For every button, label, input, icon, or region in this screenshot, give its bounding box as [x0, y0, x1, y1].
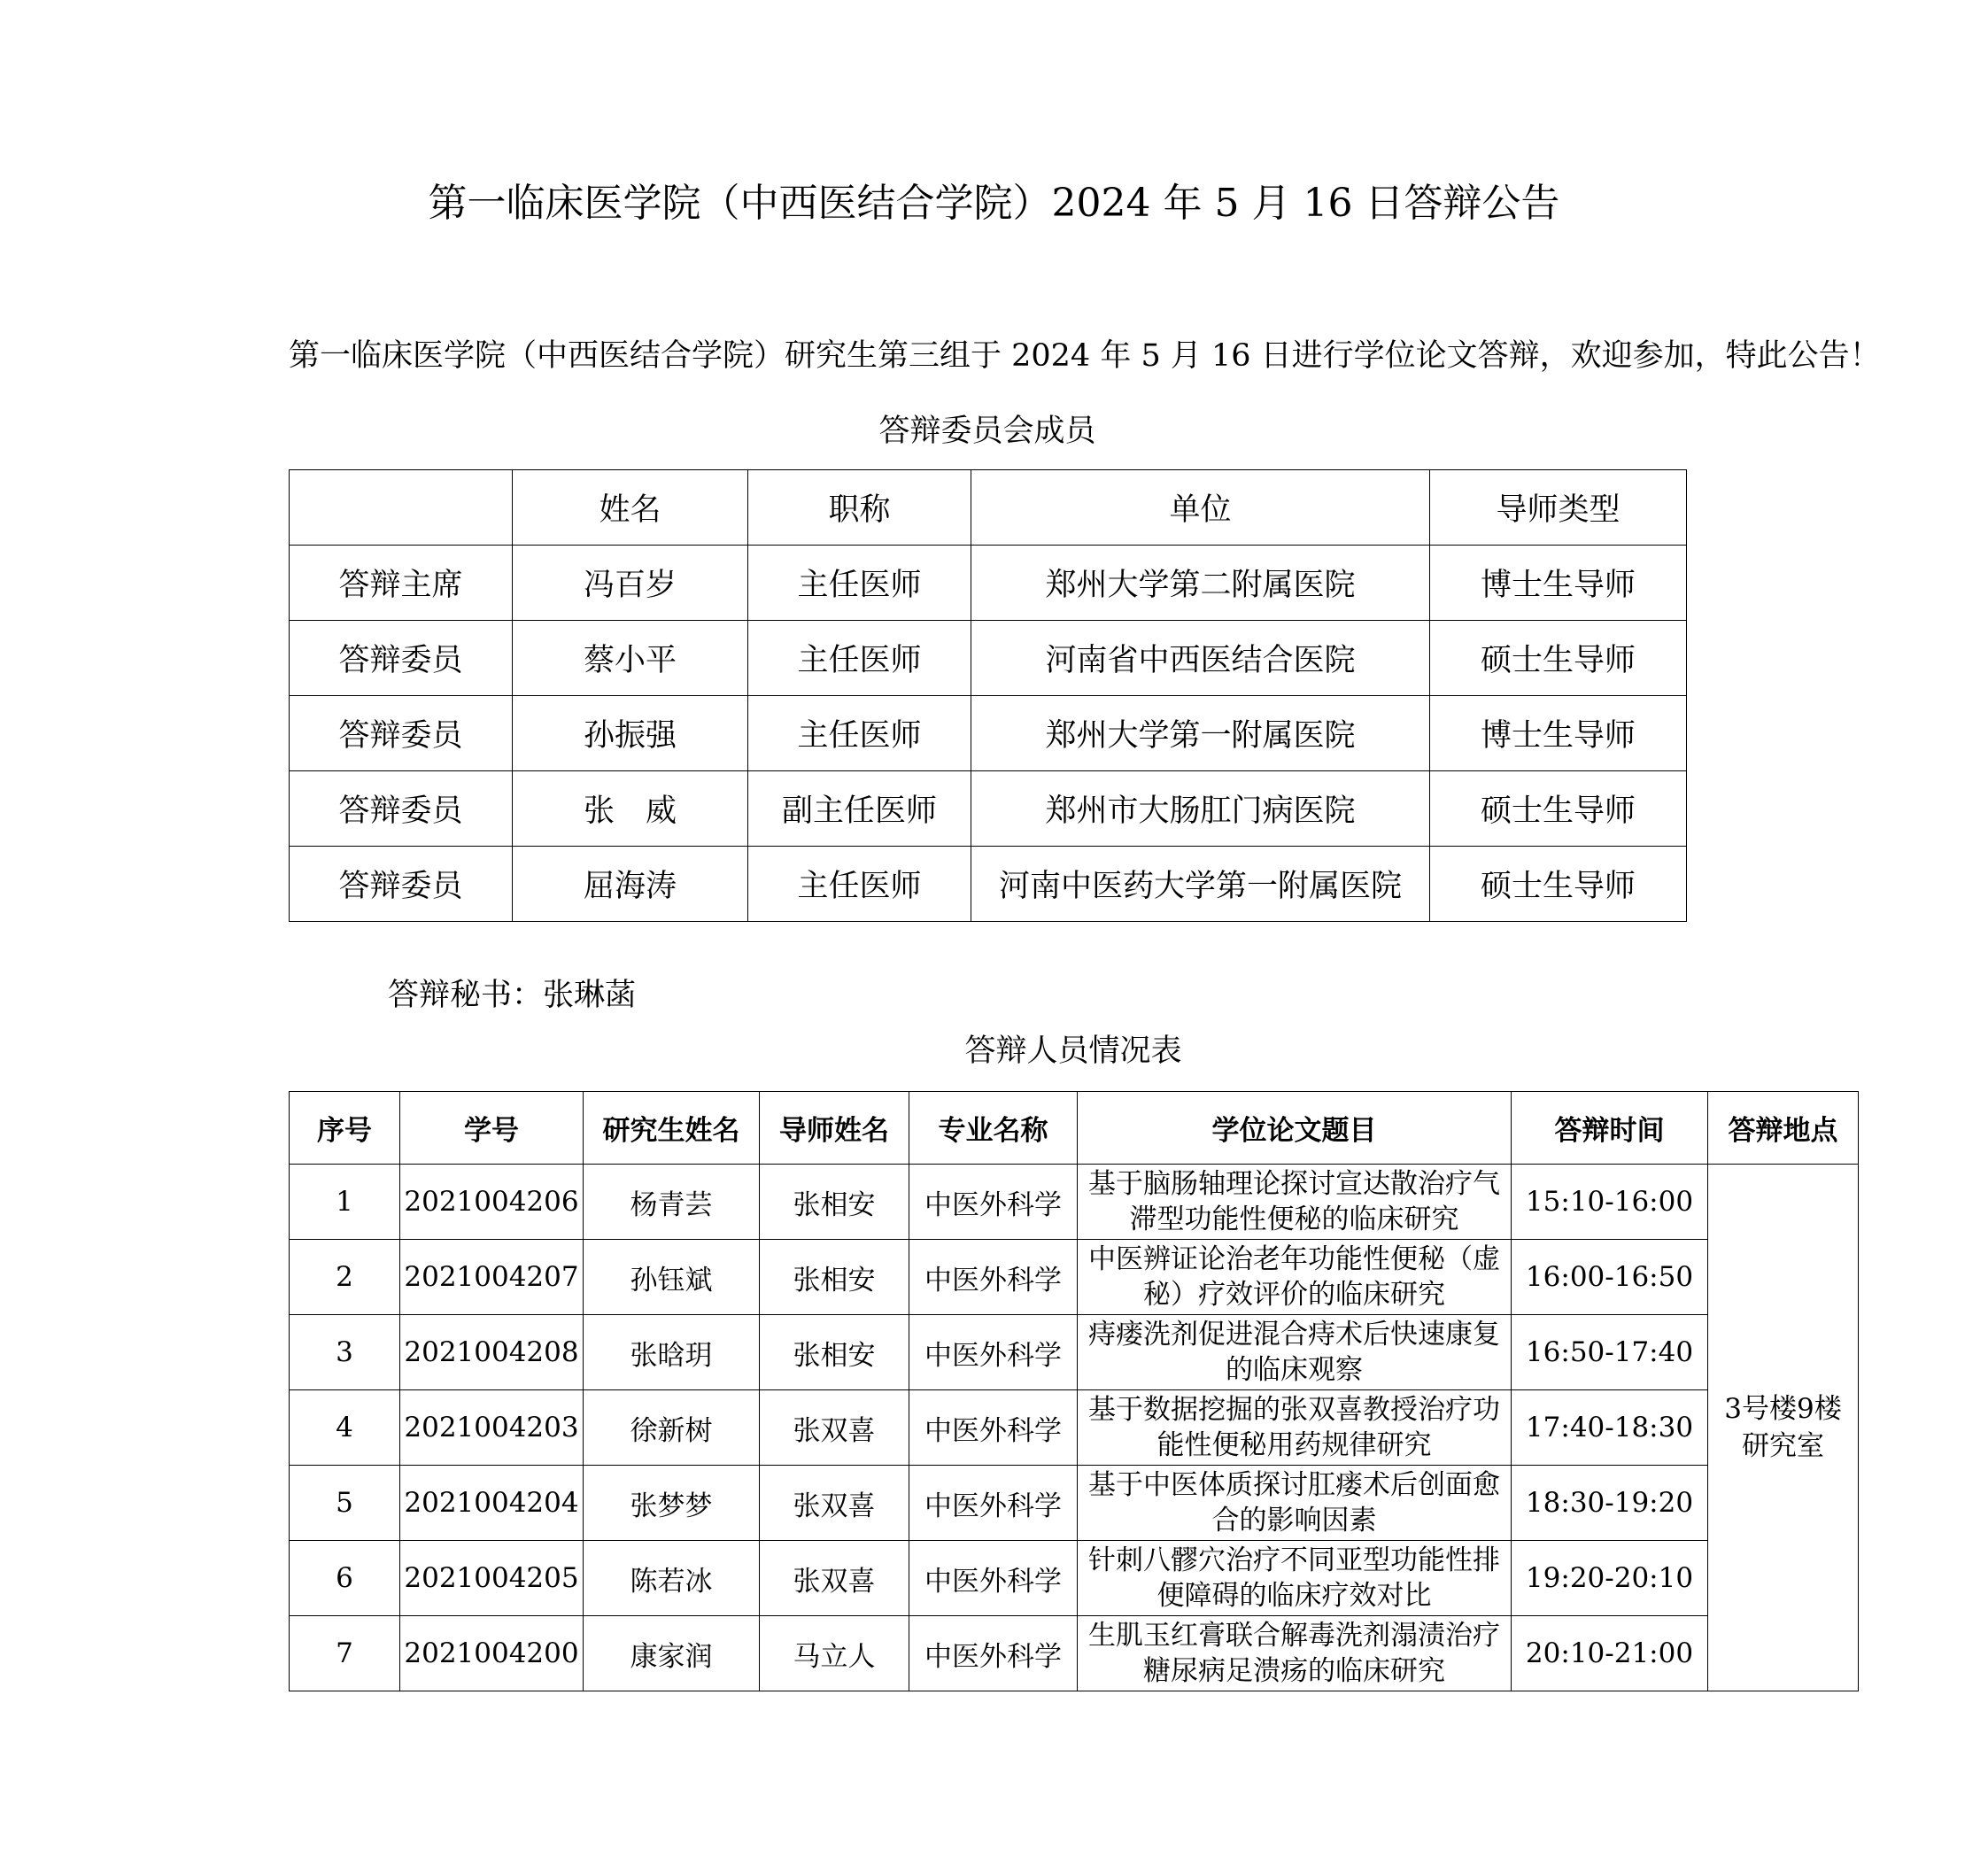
committee-role: 答辩委员 [290, 771, 513, 847]
committee-role: 答辩委员 [290, 696, 513, 771]
page-title: 第一临床医学院（中西医结合学院）2024 年 5 月 16 日答辩公告 [428, 181, 1560, 226]
student-id: 2021004208 [400, 1315, 584, 1390]
committee-header-cell: 单位 [971, 470, 1430, 546]
thesis-title: 针刺八髎穴治疗不同亚型功能性排便障碍的临床疗效对比 [1078, 1541, 1512, 1616]
student-id: 2021004200 [400, 1616, 584, 1691]
committee-title: 主任医师 [748, 696, 971, 771]
committee-role: 答辩委员 [290, 847, 513, 922]
student-row [290, 1616, 1859, 1691]
committee-row [290, 546, 1687, 621]
committee-title: 主任医师 [748, 621, 971, 696]
supervisor-name: 张相安 [760, 1240, 909, 1315]
student-id: 2021004203 [400, 1390, 584, 1466]
intro-paragraph: 第一临床医学院（中西医结合学院）研究生第三组于 2024 年 5 月 16 日进行学位论文答辩，欢迎参加，特此公告！ [289, 338, 1881, 374]
thesis-title: 生肌玉红膏联合解毒洗剂溻渍治疗糖尿病足溃疡的临床研究 [1078, 1616, 1512, 1691]
committee-supervisor-type: 硕士生导师 [1430, 771, 1687, 847]
student-name: 张晗玥 [584, 1315, 760, 1390]
defense-time: 16:00-16:50 [1512, 1240, 1708, 1315]
students-caption: 答辩人员情况表 [964, 1033, 1182, 1069]
defense-time: 17:40-18:30 [1512, 1390, 1708, 1466]
defense-location: 3号楼9楼研究室 [1708, 1165, 1859, 1691]
students-header-cell: 研究生姓名 [584, 1092, 760, 1165]
student-row [290, 1240, 1859, 1315]
thesis-title: 基于中医体质探讨肛瘘术后创面愈合的影响因素 [1078, 1466, 1512, 1541]
committee-supervisor-type: 硕士生导师 [1430, 847, 1687, 922]
major-name: 中医外科学 [909, 1165, 1078, 1240]
student-row [290, 1466, 1859, 1541]
student-row [290, 1315, 1859, 1390]
committee-affiliation: 河南中医药大学第一附属医院 [971, 847, 1430, 922]
defense-time: 19:20-20:10 [1512, 1541, 1708, 1616]
committee-supervisor-type: 博士生导师 [1430, 696, 1687, 771]
thesis-title: 基于数据挖掘的张双喜教授治疗功能性便秘用药规律研究 [1078, 1390, 1512, 1466]
supervisor-name: 马立人 [760, 1616, 909, 1691]
student-id: 2021004204 [400, 1466, 584, 1541]
committee-header-cell: 姓名 [513, 470, 748, 546]
students-header-cell: 专业名称 [909, 1092, 1078, 1165]
supervisor-name: 张双喜 [760, 1390, 909, 1466]
committee-table [289, 469, 1687, 922]
committee-affiliation: 郑州市大肠肛门病医院 [971, 771, 1430, 847]
student-row [290, 1165, 1859, 1240]
committee-title: 主任医师 [748, 847, 971, 922]
student-index: 7 [290, 1616, 400, 1691]
student-row [290, 1541, 1859, 1616]
supervisor-name: 张双喜 [760, 1541, 909, 1616]
student-name: 康家润 [584, 1616, 760, 1691]
student-name: 陈若冰 [584, 1541, 760, 1616]
committee-header-cell [290, 470, 513, 546]
thesis-title: 基于脑肠轴理论探讨宣达散治疗气滞型功能性便秘的临床研究 [1078, 1165, 1512, 1240]
student-index: 3 [290, 1315, 400, 1390]
defense-time: 15:10-16:00 [1512, 1165, 1708, 1240]
supervisor-name: 张相安 [760, 1165, 909, 1240]
students-header-cell: 学位论文题目 [1078, 1092, 1512, 1165]
committee-caption: 答辩委员会成员 [878, 414, 1096, 449]
major-name: 中医外科学 [909, 1466, 1078, 1541]
student-name: 张梦梦 [584, 1466, 760, 1541]
committee-header-row [290, 470, 1687, 546]
thesis-title: 中医辨证论治老年功能性便秘（虚秘）疗效评价的临床研究 [1078, 1240, 1512, 1315]
defense-time: 18:30-19:20 [1512, 1466, 1708, 1541]
committee-row [290, 621, 1687, 696]
committee-title: 主任医师 [748, 546, 971, 621]
major-name: 中医外科学 [909, 1541, 1078, 1616]
committee-affiliation: 河南省中西医结合医院 [971, 621, 1430, 696]
committee-header-cell: 职称 [748, 470, 971, 546]
supervisor-name: 张相安 [760, 1315, 909, 1390]
committee-row [290, 771, 1687, 847]
students-header-row [290, 1092, 1859, 1165]
students-header-cell: 序号 [290, 1092, 400, 1165]
committee-name: 冯百岁 [513, 546, 748, 621]
committee-supervisor-type: 硕士生导师 [1430, 621, 1687, 696]
students-header-cell: 答辩地点 [1708, 1092, 1859, 1165]
major-name: 中医外科学 [909, 1616, 1078, 1691]
student-index: 6 [290, 1541, 400, 1616]
student-id: 2021004206 [400, 1165, 584, 1240]
major-name: 中医外科学 [909, 1315, 1078, 1390]
defense-time: 20:10-21:00 [1512, 1616, 1708, 1691]
student-name: 杨青芸 [584, 1165, 760, 1240]
committee-supervisor-type: 博士生导师 [1430, 546, 1687, 621]
committee-name: 张 威 [513, 771, 748, 847]
committee-name: 屈海涛 [513, 847, 748, 922]
students-header-cell: 导师姓名 [760, 1092, 909, 1165]
secretary-line: 答辩秘书：张琳菡 [388, 978, 637, 1013]
committee-row [290, 847, 1687, 922]
student-index: 4 [290, 1390, 400, 1466]
students-header-cell: 答辩时间 [1512, 1092, 1708, 1165]
committee-name: 孙振强 [513, 696, 748, 771]
committee-affiliation: 郑州大学第二附属医院 [971, 546, 1430, 621]
committee-affiliation: 郑州大学第一附属医院 [971, 696, 1430, 771]
students-header-cell: 学号 [400, 1092, 584, 1165]
student-index: 5 [290, 1466, 400, 1541]
student-index: 2 [290, 1240, 400, 1315]
committee-role: 答辩委员 [290, 621, 513, 696]
student-index: 1 [290, 1165, 400, 1240]
student-name: 徐新树 [584, 1390, 760, 1466]
committee-header-cell: 导师类型 [1430, 470, 1687, 546]
major-name: 中医外科学 [909, 1240, 1078, 1315]
defense-time: 16:50-17:40 [1512, 1315, 1708, 1390]
committee-row [290, 696, 1687, 771]
major-name: 中医外科学 [909, 1390, 1078, 1466]
committee-title: 副主任医师 [748, 771, 971, 847]
committee-name: 蔡小平 [513, 621, 748, 696]
student-id: 2021004205 [400, 1541, 584, 1616]
student-id: 2021004207 [400, 1240, 584, 1315]
committee-role: 答辩主席 [290, 546, 513, 621]
supervisor-name: 张双喜 [760, 1466, 909, 1541]
student-row [290, 1390, 1859, 1466]
students-table [289, 1091, 1859, 1691]
student-name: 孙钰斌 [584, 1240, 760, 1315]
thesis-title: 痔瘘洗剂促进混合痔术后快速康复的临床观察 [1078, 1315, 1512, 1390]
